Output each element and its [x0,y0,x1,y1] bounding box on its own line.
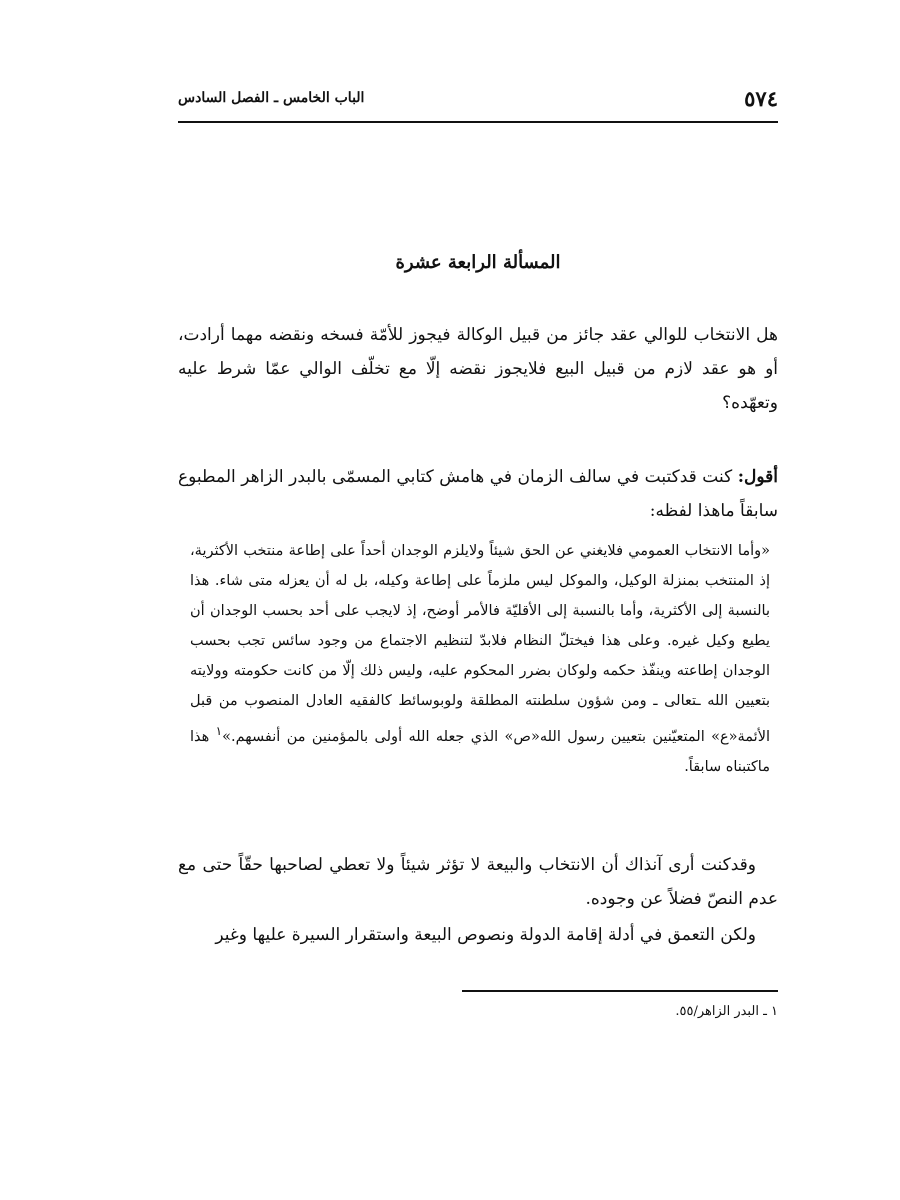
question-paragraph: هل الانتخاب للوالي عقد جائز من قبيل الوكالة فيجوز للأمّة فسخه ونقضه مهما أرادت، أو هو عقد لازم من قبيل البيع فلايجوز نقضه إلّا مع تخلّف الوالي عمّا شرط عليه وتعهّده؟ [178,325,778,413]
footnote-marker: ١ [215,724,223,738]
header-rule [178,121,778,123]
chapter-label: الباب الخامس ـ الفصل السادس [178,90,365,106]
statement-paragraph [178,460,778,528]
lead-word: أقول: [737,467,778,487]
continuation-paragraph: ولكن التعمق في أدلة إقامة الدولة ونصوص البيعة واستقرار السيرة عليها وغير [215,925,756,945]
quoted-passage [190,536,770,782]
page-number: ٥٧٤ [744,86,778,111]
footnote-rule [462,990,778,992]
running-head [178,86,778,120]
section-title: المسألة الرابعة عشرة [395,252,561,273]
quote-text: «وأما الانتخاب العمومي فلايغني عن الحق شيئاً ولايلزم الوجدان أحداً على إطاعة منتخب الأكثرية، إذ المنتخب بمنزلة الوكيل، والموكل ليس ملزماً على إطاعة وكيله، بل له أن يعزله متى شاء. هذا بالنسبة إلى الأكثرية، وأما بالنسبة إلى الأقليّة فالأمر أوضح، إذ لايجب على أحد بحسب الوجدان أن يطيع وكيل غيره. وعلى هذا فيختلّ النظام فلابدّ لتنظيم الاجتماع من وجود سائس تجب بحسب الوجدان إطاعته وينفّذ حكمه ولوكان بضرر المحكوم عليه، وليس ذلك إلّا من كانت حكومته وولايته بتعيين الله ـتعالى ـ ومن شؤون سلطنته المطلقة ولوبوسائط كالفقيه العادل المنصوب من قبل الأئمة«ع» المتعيّنين بتعيين رسول الله«ص» الذي جعله الله أولى بالمؤمنين من أنفسهم.» [190,543,770,745]
quote-tail: هذا ماكتبناه سابقاً. [190,728,770,775]
statement-text: كنت قدكتبت في سالف الزمان في هامش كتابي المسمّى بالبدر الزاهر المطبوع سابقاً ماهذا لفظه: [178,467,778,521]
footnote: ١ ـ البدر الزاهر/٥٥. [675,1004,778,1019]
reflection-paragraph: وقدكنت أرى آنذاك أن الانتخاب والبيعة لا تؤثر شيئاً ولا تعطي لصاحبها حقّاً حتى مع عدم النصّ فضلاً عن وجوده. [178,855,778,909]
